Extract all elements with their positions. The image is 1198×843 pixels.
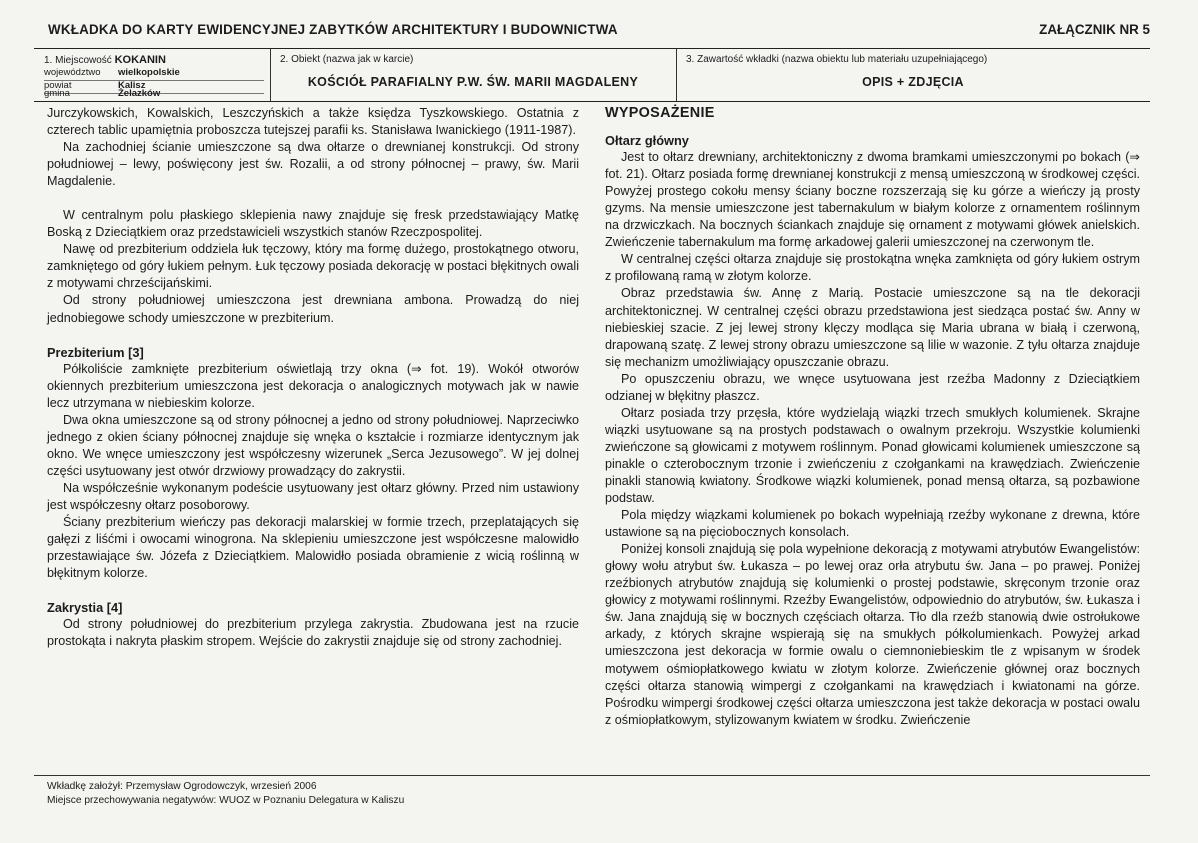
footer-divider [34,775,1150,776]
footer-author: Wkładkę założył: Przemysław Ogrodowczyk, wrzesień 2006 [47,781,317,792]
location-label: 1. Miejscowość [44,55,112,66]
paragraph: Ołtarz posiada trzy przęsła, które wydzielają wiązki trzech smukłych kolumienek. Skrajne wiązki usytuowane są na prostych podstawach o owalnym przekroju. Wszystkie kolumienki zwieńczone są głowicami z motywem roślinnym. Ponad głowicami kolumienek umieszczone są pinakle o czterobocznym trzonie i zwieńczeniu z czołgankami na krawędziach. Zwieńczenie pinakli stanowią kwiatony. Środkowe wiązki kolumienek, ponad mensą ołtarza, są pozbawione podstaw. [605,405,1140,506]
paragraph: Obraz przedstawia św. Annę z Marią. Postacie umieszczone są na tle dekoracji architektonicznej. W centralnej części obrazu przedstawiona jest siedząca postać św. Anny w niebieskiej szacie. Z jej lewej strony klęczy modląca się Maria ubrana w białą i czerwoną, drapowaną szatę. Z lewej strony obrazu umieszczone są lilie w wazonie. Z tyłu ołtarza znajduje się mechanizm umożliwiający opuszczanie obrazu. [605,286,1140,369]
paragraph: Na zachodniej ścianie umieszczone są dwa ołtarze o drewnianej konstrukcji. Od strony południowej – lewy, poświęcony jest św. Rozalii, a od strony północnej – prawy, św. Marii Magdalenie. [47,140,579,189]
location-cell [34,49,271,101]
annex-number: ZAŁĄCZNIK NR 5 [1039,22,1150,37]
paragraph: Na współcześnie wykonanym podeście usytuowany jest ołtarz główny. Przed nim ustawiony jest współczesny ołtarz posoborowy. [47,480,579,512]
paragraph: Dwa okna umieszczone są od strony północnej a jedno od strony południowej. Naprzeciwko jednego z okien ściany północnej znajduje się wnęka o kształcie i rozmiarze identycznym jak okno. We wnęce umieszczony jest współczesny wizerunek „Serca Jezusowego”. W jej dolnej części usytuowany jest otwór drzwiowy prowadzący do zakrystii. [47,412,579,478]
left-column [47,105,579,650]
object-cell [270,49,677,101]
paragraph: Od strony południowej do prezbiterium przylega zakrystia. Zbudowana jest na rzucie prostokąta i nakryta płaskim stropem. Wejście do zakrystii znajduje się od strony zachodniej. [47,617,579,649]
contents-label: 3. Zawartość wkładki (nazwa obiektu lub materiału uzupełniającego) [686,54,988,65]
paragraph: W centralnym polu płaskiego sklepienia nawy znajduje się fresk przedstawiający Matkę Boską z Dzieciątkiem oraz przedstawicieli wszystkich stanów Rzeczpospolitej. [47,208,579,240]
location-value: Kalisz [118,80,146,91]
equipment-heading: WYPOSAŻENIE [605,105,715,121]
paragraph: Jest to ołtarz drewniany, architektoniczny z dwoma bramkami umieszczonymi po bokach (⇒ fot. 21). Ołtarz posiada formę drewnianej konstrukcji z mensą umieszczoną w środkowej części. Powyżej prostego cokołu mensy ściany boczne rozszerzają się ku górze a wieńczy ją prosty gzyms. Na mensie umieszczone jest tabernakulum w białym kolorze z ornamentem roślinnym na drzwiczkach. Na bocznych ściankach znajduje się ornament z motywami główek anielskich. Zwieńczenie tabernakulum ma formę arkadowej galerii umieszczonej na czerwonym tle. [605,150,1140,250]
main-altar-heading: Ołtarz główny [605,133,689,149]
location-key: gmina [44,88,70,99]
location-key: województwo [44,67,101,78]
location-heading [44,54,166,66]
spacer [47,327,579,344]
paragraph: Pola między wiązkami kolumienek po bokach wypełniają rzeźby wykonane z drewna, które ustawione są na pięciobocznych konsolach. [605,508,1140,540]
title-bar [34,22,1150,42]
location-key: powiat [44,80,72,91]
right-column [605,105,1140,729]
contents-cell [676,49,1150,101]
paragraph: Od strony południowej umieszczona jest drewniana ambona. Prowadzą do niej jednobiegowe schody umieszczone w prezbiterium. [47,293,579,325]
paragraph: Ściany prezbiterium wieńczy pas dekoracji malarskiej w formie trzech, przeplatających się gałęzi z liśćmi i owocami winogrona. Na sklepieniu umieszczone jest współczesne malowidło przestawiające św. Józefa z Dzieciątkiem. Malowidło posiada obramienie z wicią roślinną w błękitnym kolorze. [47,515,579,581]
footer [47,780,404,808]
paragraph: Poniżej konsoli znajdują się pola wypełnione dekoracją z motywami atrybutów Ewangelistów: głowy wołu atrybut św. Łukasza – po lewej oraz orła atrybutu św. Jana – po prawej. Poniżej rzeźbionych atrybutów znajdują się kolumienki o prostej podstawie, skręconym trzonie oraz głowicy z motywami roślinnymi. Rzeźby Ewangelistów, odpowiednio do atrybutów, św. Łukasza i św. Jana znajdują się w bocznych częściach ołtarza. Tło dla rzeźb stanowią dwie ostrołukowe arkady, z których skrajne wspierają się na smukłych półkolumienkach. Powyżej arkad umieszczona jest dekoracja w formie owalu o ciemnoniebieskim tle z wpisanym w środek motywem ośmiopłatkowego kwiatu w złotym kolorze. Zwieńczenie głównej oraz bocznych części ołtarza stanowią wimpergi z czołgankami na krawędziach i kwiatonami na górze. Pośrodku wimpergi środkowej części ołtarza umieszczona jest także dekoracja w postaci owalu z ośmiopłatkowym, stylizowanym kwiatem w środku. Zwieńczenie [605,542,1140,727]
spacer [47,582,579,599]
document-title: WKŁADKA DO KARTY EWIDENCYJNEJ ZABYTKÓW ARCHITEKTURY I BUDOWNICTWA [48,22,618,37]
paragraph: Nawę od prezbiterium oddziela łuk tęczowy, który ma formę dużego, prostokątnego otworu, zamkniętego od góry łukiem pełnym. Łuk tęczowy posiada dekorację w postaci błękitnych owali z motywami chrześcijańskimi. [47,242,579,291]
footer-negatives: Miejsce przechowywania negatywów: WUOZ w Poznaniu Delegatura w Kaliszu [47,795,405,806]
location-value: wielkopolskie [118,67,180,78]
location-value: Żelazków [118,88,161,99]
object-name: KOŚCIÓŁ PARAFIALNY P.W. ŚW. MARII MAGDALENY [307,75,639,89]
location-row-commune [44,88,264,101]
spacer [47,190,579,207]
object-label: 2. Obiekt (nazwa jak w karcie) [280,54,414,65]
header-table [34,48,1150,102]
paragraph: Po opuszczeniu obrazu, we wnęce usytuowana jest rzeźba Madonny z Dzieciątkiem odzianej w błękitny płaszcz. [605,371,1140,403]
location-row-voivodeship [44,67,264,81]
paragraph: W centralnej części ołtarza znajduje się prostokątna wnęka zamknięta od góry łukiem ostrym z profilowaną ramą w złotym kolorze. [605,252,1140,284]
presbytery-heading: Prezbiterium [3] [47,344,144,360]
sacristy-heading: Zakrystia [4] [47,600,123,616]
paragraph: Półkoliście zamknięte prezbiterium oświetlają trzy okna (⇒ fot. 19). Wokół otworów okiennych prezbiterium umieszczona jest dekoracja o analogicznych motywach jak w nawie lecz utrzymana w niebieskim kolorze. [47,361,579,410]
contents-value: OPIS + ZDJĘCIA [862,75,964,89]
town-name: KOKANIN [114,54,166,66]
paragraph: Jurczykowskich, Kowalskich, Leszczyńskich a także księdza Tyszkowskiego. Ostatnia z czterech tablic upamiętnia proboszcza tutejszej parafii ks. Stanisława Iwanickiego (1911-1987). [47,106,579,138]
